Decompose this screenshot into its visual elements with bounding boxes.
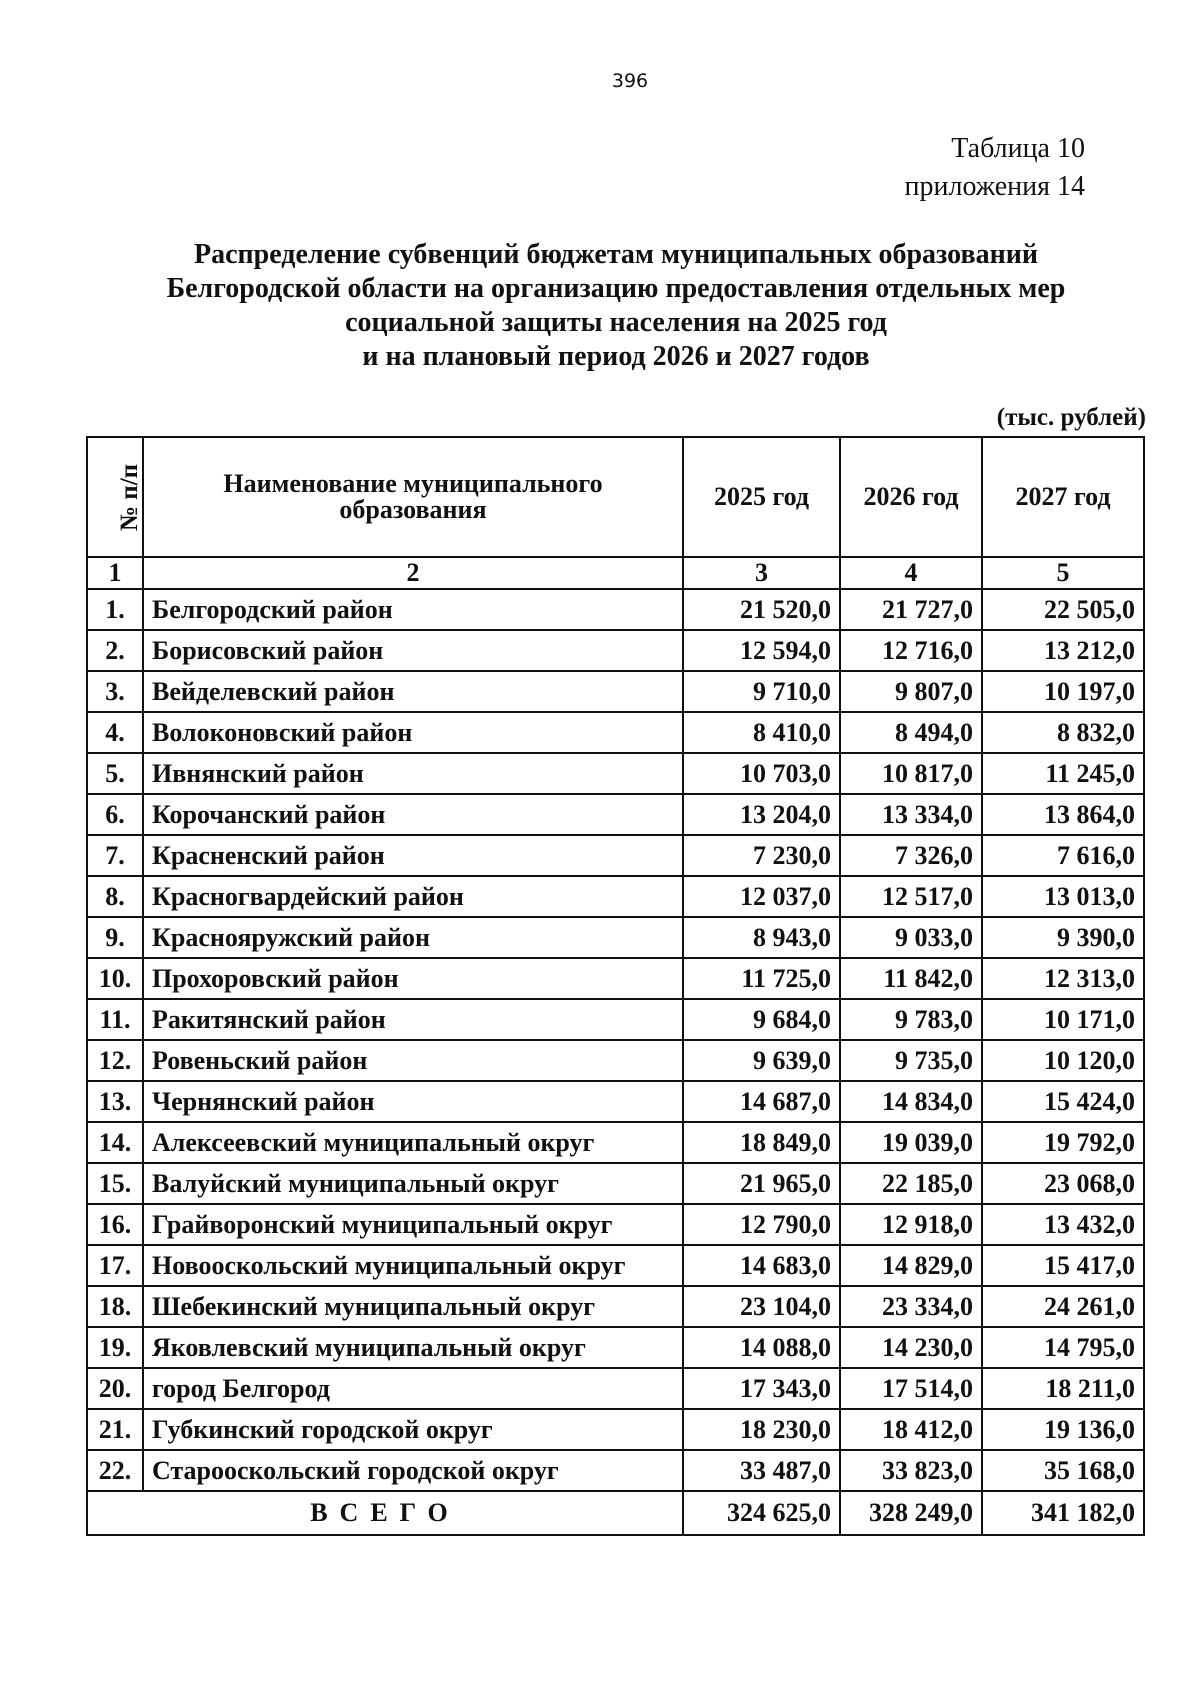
column-number: 2 <box>143 557 683 589</box>
row-name: Чернянский район <box>143 1081 683 1122</box>
row-value-2026: 12 918,0 <box>840 1204 982 1245</box>
row-number: 16. <box>87 1204 143 1245</box>
row-value-2027: 19 136,0 <box>982 1409 1144 1450</box>
row-value-2026: 33 823,0 <box>840 1450 982 1491</box>
row-value-2027: 8 832,0 <box>982 712 1144 753</box>
row-name: Ракитянский район <box>143 999 683 1040</box>
row-name: Краснояружский район <box>143 917 683 958</box>
row-value-2027: 10 120,0 <box>982 1040 1144 1081</box>
row-value-2026: 18 412,0 <box>840 1409 982 1450</box>
row-number: 4. <box>87 712 143 753</box>
table-row <box>87 1122 1144 1163</box>
header-2027: 2027 год <box>982 437 1144 557</box>
row-number: 13. <box>87 1081 143 1122</box>
row-value-2025: 8 943,0 <box>683 917 840 958</box>
row-name: Ровеньский район <box>143 1040 683 1081</box>
row-number: 19. <box>87 1327 143 1368</box>
row-number: 7. <box>87 835 143 876</box>
row-value-2026: 10 817,0 <box>840 753 982 794</box>
row-value-2026: 7 326,0 <box>840 835 982 876</box>
row-value-2027: 14 795,0 <box>982 1327 1144 1368</box>
row-value-2025: 8 410,0 <box>683 712 840 753</box>
table-row <box>87 1368 1144 1409</box>
row-number: 21. <box>87 1409 143 1450</box>
header-name <box>143 437 683 557</box>
page-number: 396 <box>611 70 649 92</box>
header-row <box>87 437 1144 557</box>
row-number: 14. <box>87 1122 143 1163</box>
column-number: 5 <box>982 557 1144 589</box>
row-value-2025: 10 703,0 <box>683 753 840 794</box>
row-value-2025: 7 230,0 <box>683 835 840 876</box>
table-row <box>87 671 1144 712</box>
column-number: 4 <box>840 557 982 589</box>
table-row <box>87 1163 1144 1204</box>
row-value-2027: 13 013,0 <box>982 876 1144 917</box>
table-row <box>87 876 1144 917</box>
row-value-2027: 10 197,0 <box>982 671 1144 712</box>
row-value-2025: 18 849,0 <box>683 1122 840 1163</box>
row-number: 5. <box>87 753 143 794</box>
column-number: 3 <box>683 557 840 589</box>
row-value-2026: 9 735,0 <box>840 1040 982 1081</box>
table-reference-line2: приложения 14 <box>904 171 1085 202</box>
row-name: Волоконовский район <box>143 712 683 753</box>
row-name: Алексеевский муниципальный округ <box>143 1122 683 1163</box>
row-value-2027: 22 505,0 <box>982 589 1144 630</box>
total-2027: 341 182,0 <box>982 1491 1144 1535</box>
row-name: Корочанский район <box>143 794 683 835</box>
row-value-2026: 9 807,0 <box>840 671 982 712</box>
table-row <box>87 1450 1144 1491</box>
header-number-label: № п/п <box>116 463 144 532</box>
row-number: 20. <box>87 1368 143 1409</box>
title-line3: социальной защиты населения на 2025 год <box>345 307 887 338</box>
row-value-2025: 23 104,0 <box>683 1286 840 1327</box>
row-number: 17. <box>87 1245 143 1286</box>
table-reference <box>905 130 1086 206</box>
row-value-2027: 24 261,0 <box>982 1286 1144 1327</box>
row-name: Новооскольский муниципальный округ <box>143 1245 683 1286</box>
subvention-table <box>86 436 1145 1536</box>
column-number-row <box>87 557 1144 589</box>
row-value-2027: 13 432,0 <box>982 1204 1144 1245</box>
row-value-2026: 17 514,0 <box>840 1368 982 1409</box>
row-value-2025: 18 230,0 <box>683 1409 840 1450</box>
row-value-2026: 14 829,0 <box>840 1245 982 1286</box>
row-value-2025: 21 520,0 <box>683 589 840 630</box>
row-value-2026: 21 727,0 <box>840 589 982 630</box>
row-value-2027: 7 616,0 <box>982 835 1144 876</box>
row-value-2025: 17 343,0 <box>683 1368 840 1409</box>
row-value-2026: 13 334,0 <box>840 794 982 835</box>
document-title <box>86 238 1146 374</box>
header-name-line2: образования <box>339 495 487 524</box>
row-name: Красногвардейский район <box>143 876 683 917</box>
row-value-2027: 23 068,0 <box>982 1163 1144 1204</box>
row-number: 18. <box>87 1286 143 1327</box>
row-value-2027: 11 245,0 <box>982 753 1144 794</box>
row-value-2027: 35 168,0 <box>982 1450 1144 1491</box>
header-name-line1: Наименование муниципального <box>223 469 603 498</box>
row-number: 15. <box>87 1163 143 1204</box>
row-value-2025: 9 710,0 <box>683 671 840 712</box>
row-name: Вейделевский район <box>143 671 683 712</box>
total-2025: 324 625,0 <box>683 1491 840 1535</box>
row-value-2025: 11 725,0 <box>683 958 840 999</box>
row-name: Белгородский район <box>143 589 683 630</box>
row-value-2027: 18 211,0 <box>982 1368 1144 1409</box>
title-line2: Белгородской области на организацию предоставления отдельных мер <box>166 273 1066 304</box>
row-value-2025: 14 687,0 <box>683 1081 840 1122</box>
table-reference-line1: Таблица 10 <box>951 133 1085 164</box>
row-value-2025: 12 037,0 <box>683 876 840 917</box>
row-value-2025: 9 639,0 <box>683 1040 840 1081</box>
table-row <box>87 1245 1144 1286</box>
row-value-2027: 19 792,0 <box>982 1122 1144 1163</box>
row-value-2026: 22 185,0 <box>840 1163 982 1204</box>
row-value-2027: 15 417,0 <box>982 1245 1144 1286</box>
table-row <box>87 753 1144 794</box>
row-number: 12. <box>87 1040 143 1081</box>
row-value-2027: 12 313,0 <box>982 958 1144 999</box>
row-number: 9. <box>87 917 143 958</box>
row-value-2026: 14 834,0 <box>840 1081 982 1122</box>
row-value-2026: 9 783,0 <box>840 999 982 1040</box>
table-row <box>87 999 1144 1040</box>
table-row <box>87 835 1144 876</box>
title-line1: Распределение субвенций бюджетам муниципальных образований <box>194 239 1038 270</box>
total-2026: 328 249,0 <box>840 1491 982 1535</box>
table-row <box>87 589 1144 630</box>
row-name: Прохоровский район <box>143 958 683 999</box>
table-row <box>87 1081 1144 1122</box>
row-number: 3. <box>87 671 143 712</box>
table-row <box>87 1327 1144 1368</box>
table-row <box>87 917 1144 958</box>
table-row <box>87 1286 1144 1327</box>
header-number <box>87 437 143 557</box>
row-name: город Белгород <box>143 1368 683 1409</box>
row-value-2026: 23 334,0 <box>840 1286 982 1327</box>
row-name: Грайворонский муниципальный округ <box>143 1204 683 1245</box>
row-value-2026: 11 842,0 <box>840 958 982 999</box>
row-value-2026: 12 716,0 <box>840 630 982 671</box>
column-number: 1 <box>87 557 143 589</box>
row-value-2025: 9 684,0 <box>683 999 840 1040</box>
table-row <box>87 794 1144 835</box>
row-value-2025: 21 965,0 <box>683 1163 840 1204</box>
row-number: 8. <box>87 876 143 917</box>
row-number: 11. <box>87 999 143 1040</box>
row-number: 1. <box>87 589 143 630</box>
table-row <box>87 1204 1144 1245</box>
row-value-2026: 19 039,0 <box>840 1122 982 1163</box>
row-value-2027: 13 864,0 <box>982 794 1144 835</box>
row-name: Красненский район <box>143 835 683 876</box>
row-value-2026: 9 033,0 <box>840 917 982 958</box>
row-value-2026: 8 494,0 <box>840 712 982 753</box>
row-value-2027: 15 424,0 <box>982 1081 1144 1122</box>
row-name: Яковлевский муниципальный округ <box>143 1327 683 1368</box>
row-value-2025: 12 790,0 <box>683 1204 840 1245</box>
row-value-2026: 14 230,0 <box>840 1327 982 1368</box>
table-body <box>87 589 1144 1491</box>
row-name: Ивнянский район <box>143 753 683 794</box>
row-name: Старооскольский городской округ <box>143 1450 683 1491</box>
row-value-2026: 12 517,0 <box>840 876 982 917</box>
row-value-2027: 13 212,0 <box>982 630 1144 671</box>
table-row <box>87 1409 1144 1450</box>
row-number: 10. <box>87 958 143 999</box>
row-value-2025: 13 204,0 <box>683 794 840 835</box>
row-name: Шебекинский муниципальный округ <box>143 1286 683 1327</box>
header-2026: 2026 год <box>840 437 982 557</box>
total-label: ВСЕГО <box>87 1491 683 1535</box>
row-name: Губкинский городской округ <box>143 1409 683 1450</box>
row-value-2025: 33 487,0 <box>683 1450 840 1491</box>
header-2025: 2025 год <box>683 437 840 557</box>
table-row <box>87 958 1144 999</box>
row-value-2027: 9 390,0 <box>982 917 1144 958</box>
row-value-2025: 14 088,0 <box>683 1327 840 1368</box>
row-name: Борисовский район <box>143 630 683 671</box>
total-row <box>87 1491 1144 1535</box>
row-number: 6. <box>87 794 143 835</box>
row-number: 22. <box>87 1450 143 1491</box>
row-value-2025: 12 594,0 <box>683 630 840 671</box>
row-number: 2. <box>87 630 143 671</box>
units-label: (тыс. рублей) <box>996 404 1146 431</box>
table-row <box>87 630 1144 671</box>
title-line4: и на плановый период 2026 и 2027 годов <box>362 341 870 372</box>
row-value-2025: 14 683,0 <box>683 1245 840 1286</box>
table-row <box>87 712 1144 753</box>
row-value-2027: 10 171,0 <box>982 999 1144 1040</box>
table-row <box>87 1040 1144 1081</box>
row-name: Валуйский муниципальный округ <box>143 1163 683 1204</box>
